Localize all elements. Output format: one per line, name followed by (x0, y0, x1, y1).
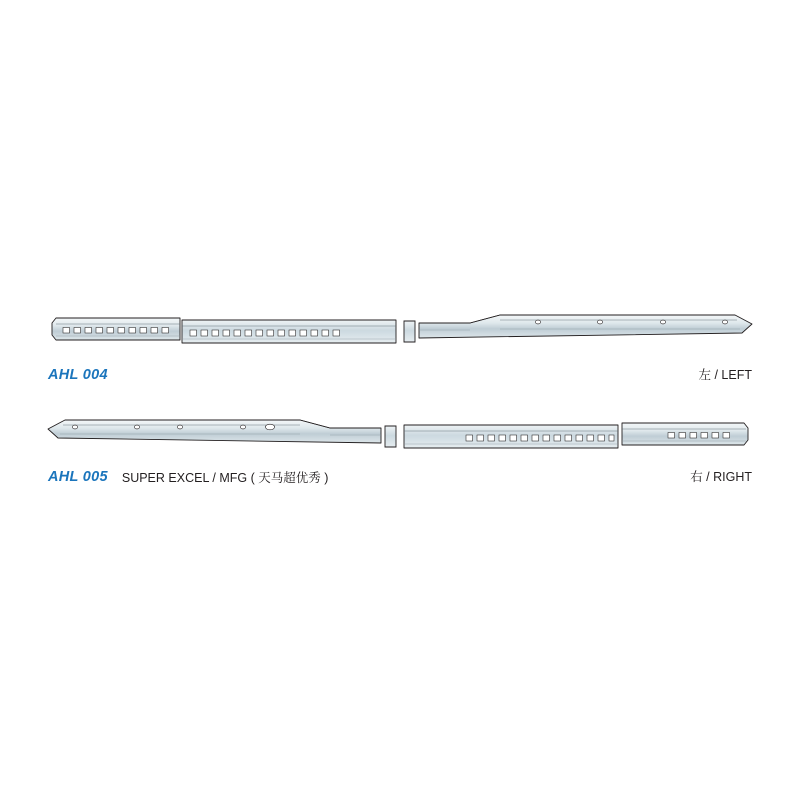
side-label-right: 右 / RIGHT (690, 470, 752, 484)
rail-segment-left-right-assy (48, 420, 381, 443)
part-group-ahl-005 (0, 405, 800, 495)
rail-segment-middle-left (182, 320, 396, 343)
rail-segment-middle-right (404, 425, 618, 448)
rail-segment-outer-left (52, 318, 180, 340)
rail-drawing-right (0, 405, 800, 465)
part-description-ahl-005: SUPER EXCEL / MFG ( 天马超优秀 ) (121, 471, 329, 485)
caption-row-ahl-004 (0, 365, 800, 385)
part-code-ahl-005: AHL 005 (48, 469, 108, 485)
rail-segment-right-left-assy (419, 315, 752, 338)
rail-drawing-left (0, 300, 800, 360)
part-code-ahl-004: AHL 004 (48, 367, 108, 383)
rail-connector-left (404, 321, 415, 342)
side-label-left: 左 / LEFT (698, 368, 752, 382)
caption-row-ahl-005 (0, 467, 800, 487)
part-group-ahl-004 (0, 300, 800, 390)
rail-connector-right (385, 426, 396, 447)
rail-segment-outer-right (622, 423, 748, 445)
